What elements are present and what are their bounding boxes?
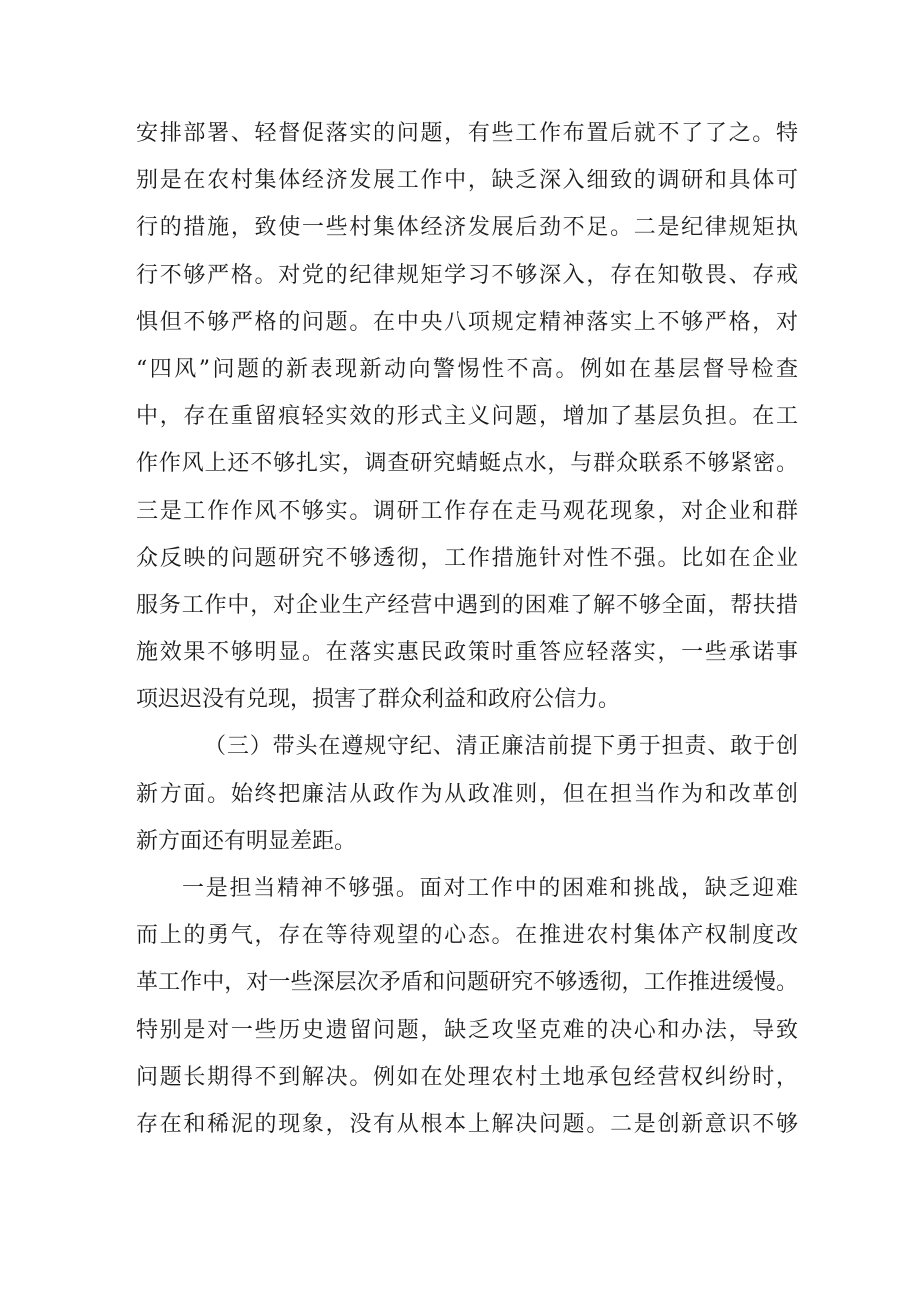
text-line: 作作风上还不够扎实，调查研究蜻蜓点水，与群众联系不够紧密。 bbox=[136, 451, 798, 477]
text-line: 行的措施，致使一些村集体经济发展后劲不足。二是纪律规矩执 bbox=[136, 215, 798, 241]
text-line: 问题长期得不到解决。例如在处理农村土地承包经营权纠纷时， bbox=[136, 1064, 798, 1090]
paragraph-start-line: 一是担当精神不够强。面对工作中的困难和挑战，缺乏迎难 bbox=[182, 876, 798, 901]
text-line: 别是在农村集体经济发展工作中，缺乏深入细致的调研和具体可 bbox=[136, 168, 798, 194]
text-line: 安排部署、轻督促落实的问题，有些工作布置后就不了了之。特 bbox=[136, 121, 798, 146]
text-line: 革工作中，对一些深层次矛盾和问题研究不够透彻，工作推进缓慢。 bbox=[136, 970, 798, 996]
paragraph-end-line: 项迟迟没有兑现，损害了群众利益和政府公信力。 bbox=[136, 687, 621, 713]
paragraph-end-line: 新方面还有明显差距。 bbox=[136, 828, 357, 854]
section-heading-line: （三）带头在遵规守纪、清正廉洁前提下勇于担责、敢于创 bbox=[204, 734, 798, 760]
text-line: 服务工作中，对企业生产经营中遇到的困难了解不够全面，帮扶措 bbox=[136, 592, 798, 618]
text-line: 惧但不够严格的问题。在中央八项规定精神落实上不够严格，对 bbox=[136, 309, 798, 335]
text-line: 行不够严格。对党的纪律规矩学习不够深入，存在知敬畏、存戒 bbox=[136, 262, 798, 288]
text-line: “四风”问题的新表现新动向警惕性不高。例如在基层督导检查 bbox=[136, 356, 798, 382]
text-line: 特别是对一些历史遗留问题，缺乏攻坚克难的决心和办法，导致 bbox=[136, 1017, 798, 1043]
text-line: 施效果不够明显。在落实惠民政策时重答应轻落实，一些承诺事 bbox=[136, 640, 798, 666]
text-line: 三是工作作风不够实。调研工作存在走马观花现象，对企业和群 bbox=[136, 498, 798, 524]
text-line: 中，存在重留痕轻实效的形式主义问题，增加了基层负担。在工 bbox=[136, 404, 798, 430]
text-line: 新方面。始终把廉洁从政作为从政准则，但在担当作为和改革创 bbox=[136, 781, 798, 807]
body-text bbox=[136, 110, 798, 1148]
text-line: 众反映的问题研究不够透彻，工作措施针对性不强。比如在企业 bbox=[136, 545, 798, 571]
text-line: 而上的勇气，存在等待观望的心态。在推进农村集体产权制度改 bbox=[136, 923, 798, 949]
text-line: 存在和稀泥的现象，没有从根本上解决问题。二是创新意识不够 bbox=[136, 1111, 798, 1137]
